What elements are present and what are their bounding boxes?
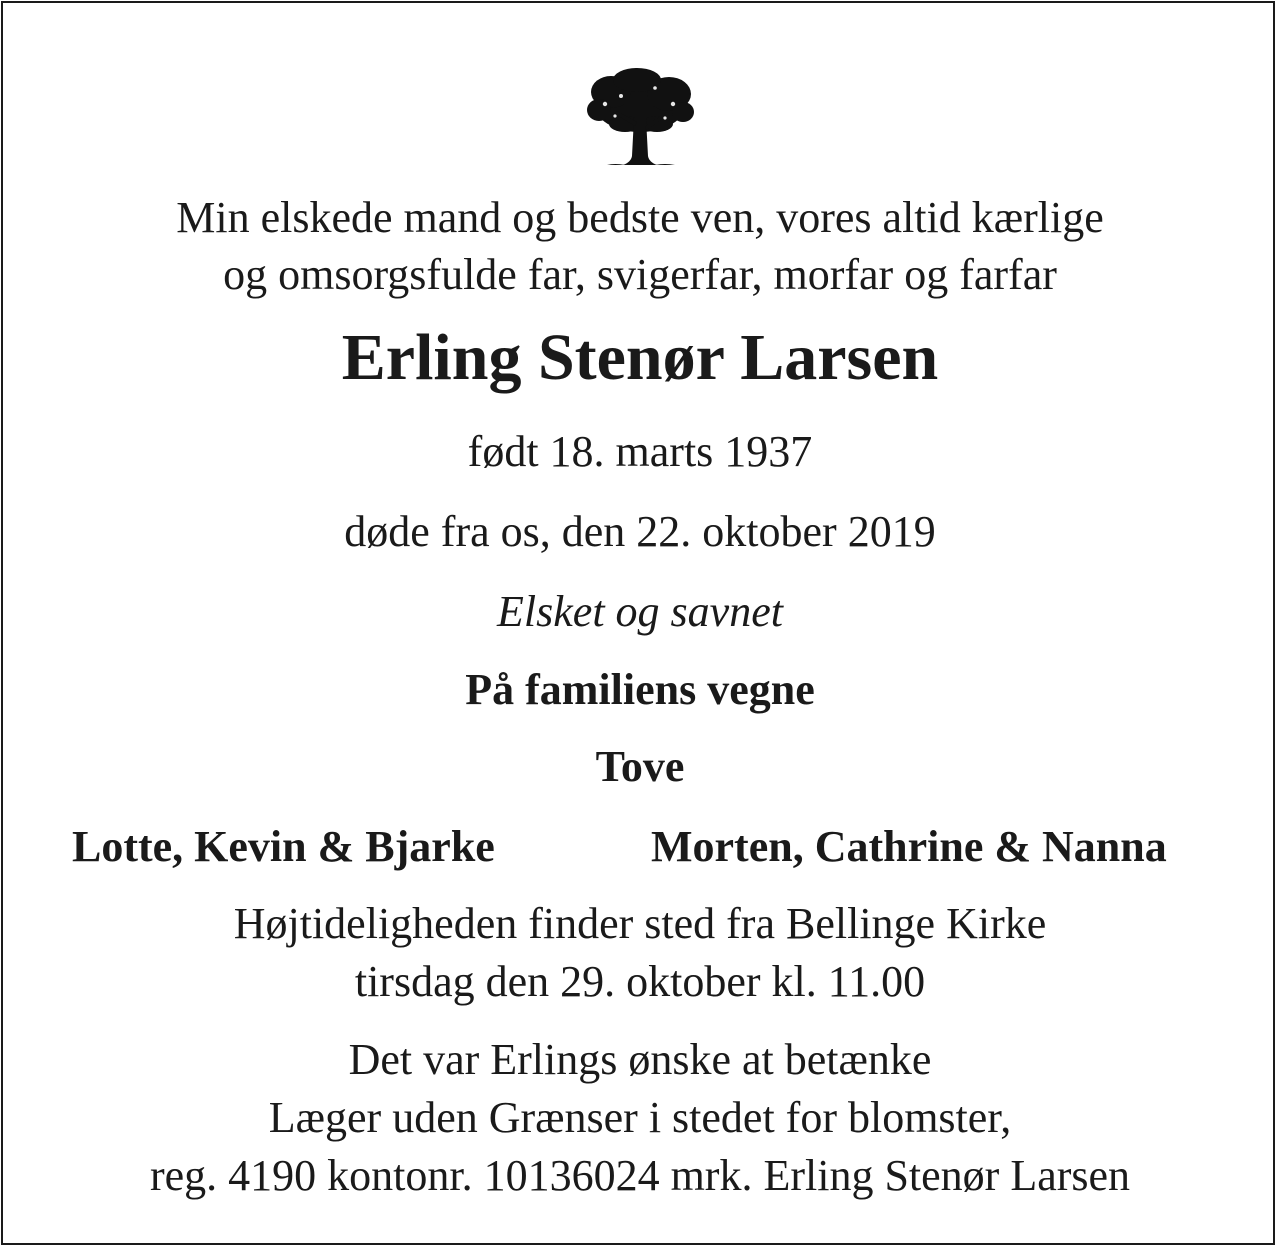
motto: Elsket og savnet xyxy=(497,587,783,636)
deceased-name: Erling Stenør Larsen xyxy=(341,321,939,394)
wish-line-2: Læger uden Grænser i stedet for blomster, xyxy=(268,1093,1012,1142)
wish-line-3: reg. 4190 kontonr. 10136024 mrk. Erling Stenør Larsen xyxy=(149,1151,1131,1200)
death-date: døde fra os, den 22. oktober 2019 xyxy=(344,507,936,556)
intro-line-1: Min elskede mand og bedste ven, vores altid kærlige xyxy=(176,193,1104,242)
family-left: Lotte, Kevin & Bjarke xyxy=(72,822,495,871)
family-right: Morten, Cathrine & Nanna xyxy=(651,822,1167,871)
tree-icon xyxy=(585,66,695,166)
ceremony-line-2: tirsdag den 29. oktober kl. 11.00 xyxy=(354,957,926,1006)
ceremony-line-1: Højtideligheden finder sted fra Bellinge Kirke xyxy=(233,899,1047,948)
birth-date: født 18. marts 1937 xyxy=(467,427,813,476)
intro-line-2: og omsorgsfulde far, svigerfar, morfar og farfar xyxy=(223,250,1057,299)
on-behalf-heading: På familiens vegne xyxy=(465,665,815,714)
wish-line-1: Det var Erlings ønske at betænke xyxy=(348,1035,932,1084)
spouse-name: Tove xyxy=(595,742,685,791)
